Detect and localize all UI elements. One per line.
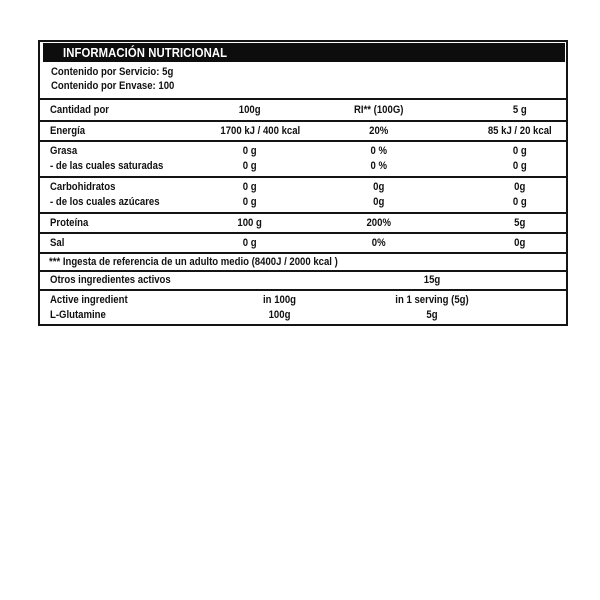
active-ingredient-block xyxy=(40,289,566,324)
other-active-ingredients-value: 15g xyxy=(423,274,441,286)
glutamine-row xyxy=(40,307,566,322)
carbohydrate-ri-percent: 0g xyxy=(373,181,385,193)
panel-title: INFORMACIÓN NUTRICIONAL xyxy=(63,45,228,60)
salt-ri-percent: 0% xyxy=(371,236,386,249)
other-active-ingredients-label: Otros ingredientes activos xyxy=(50,274,171,286)
saturated-fat-ri-percent: 0 % xyxy=(370,160,387,172)
panel-title-bar xyxy=(43,43,565,62)
sugars-ri-percent: 0g xyxy=(373,196,385,208)
energy-per-100g: 1700 kJ / 400 kcal xyxy=(220,124,300,137)
active-ingredient-col-100g: in 100g xyxy=(262,293,296,306)
saturated-fat-per-100g: 0 g xyxy=(242,160,257,172)
protein-per-serving: 5g xyxy=(514,216,526,229)
sugars-per-100g: 0 g xyxy=(242,196,257,208)
protein-label: Proteína xyxy=(50,216,89,229)
reference-intake-footnote: *** Ingesta de referencia de un adulto medio (8400J / 2000 kcal ) xyxy=(49,255,338,268)
serving-info-block xyxy=(40,62,566,98)
energy-per-serving: 85 kJ / 20 kcal xyxy=(488,124,553,137)
col-header-serving: 5 g xyxy=(513,103,528,116)
reference-intake-footnote-row xyxy=(40,252,566,270)
active-ingredient-label: Active ingredient xyxy=(50,293,128,306)
sugars-row xyxy=(40,195,566,210)
protein-ri-percent: 200% xyxy=(366,216,391,229)
energy-label: Energía xyxy=(50,124,86,137)
carbohydrate-rows-block xyxy=(40,176,566,212)
fat-row xyxy=(40,144,566,159)
col-header-amount-per: Cantidad por xyxy=(50,103,110,116)
protein-row xyxy=(40,212,566,232)
nutrition-facts-panel xyxy=(38,40,568,326)
column-header-row xyxy=(40,98,566,120)
active-ingredient-header-row xyxy=(40,292,566,307)
energy-ri-percent: 20% xyxy=(369,124,389,137)
energy-row xyxy=(40,120,566,140)
other-active-ingredients-row xyxy=(40,270,566,289)
fat-per-serving: 0 g xyxy=(513,145,528,157)
fat-ri-percent: 0 % xyxy=(370,145,387,157)
sugars-per-serving: 0 g xyxy=(513,196,528,208)
salt-label: Sal xyxy=(50,236,65,249)
salt-per-100g: 0 g xyxy=(242,236,257,249)
saturated-fat-row xyxy=(40,159,566,174)
fat-label: Grasa xyxy=(50,145,78,157)
active-ingredient-col-serving: in 1 serving (5g) xyxy=(395,293,469,306)
protein-per-100g: 100 g xyxy=(237,216,262,229)
glutamine-per-100g: 100g xyxy=(268,308,291,321)
col-header-ri: RI** (100G) xyxy=(353,103,404,116)
serving-size-line: Contenido por Servicio: 5g xyxy=(51,65,174,78)
fat-rows-block xyxy=(40,140,566,176)
saturated-fat-per-serving: 0 g xyxy=(513,160,528,172)
saturated-fat-label: - de las cuales saturadas xyxy=(50,160,164,172)
carbohydrate-per-100g: 0 g xyxy=(242,181,257,193)
servings-per-container-line: Contenido por Envase: 100 xyxy=(51,80,175,92)
carbohydrate-row xyxy=(40,180,566,195)
col-header-100g: 100g xyxy=(238,103,261,116)
salt-per-serving: 0g xyxy=(514,236,526,249)
carbohydrate-label: Carbohidratos xyxy=(50,181,116,193)
glutamine-label: L-Glutamine xyxy=(50,308,106,321)
glutamine-per-serving: 5g xyxy=(426,308,438,321)
salt-row xyxy=(40,232,566,252)
sugars-label: - de los cuales azúcares xyxy=(50,196,160,208)
fat-per-100g: 0 g xyxy=(242,145,257,157)
carbohydrate-per-serving: 0g xyxy=(514,181,526,193)
